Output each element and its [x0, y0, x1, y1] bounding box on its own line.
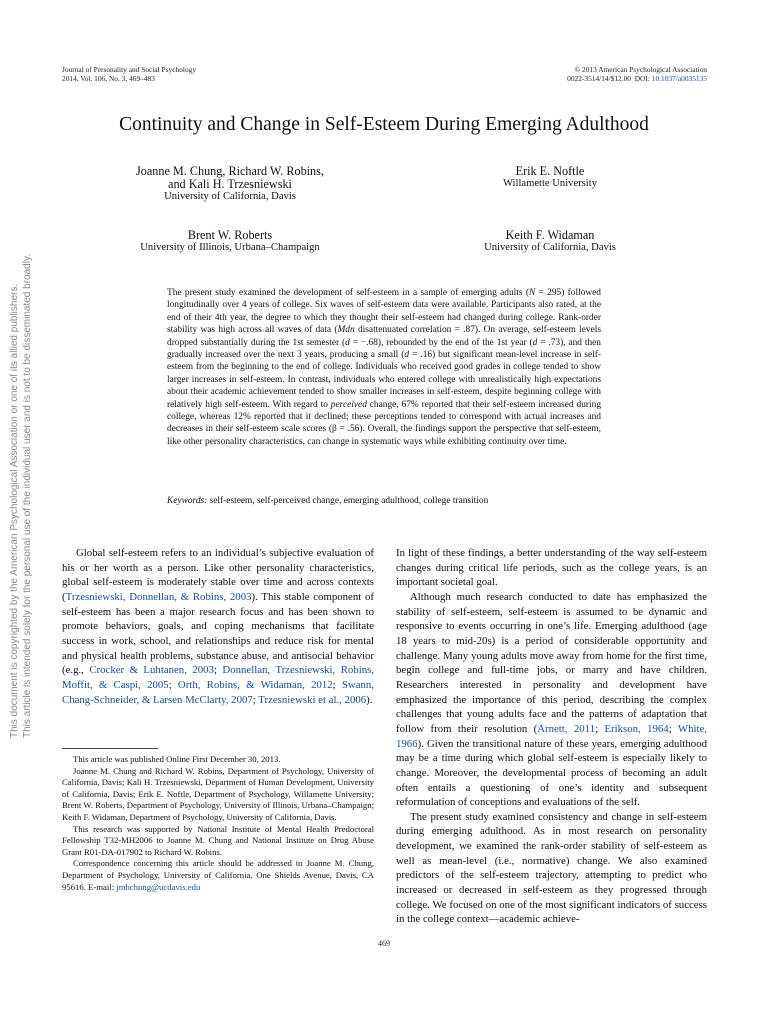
article-title: Continuity and Change in Self-Esteem During Emerging Adulthood — [119, 114, 649, 135]
journal-header-left — [62, 66, 196, 83]
citation-link[interactable]: Trzesniewski et al., 2006 — [258, 693, 367, 706]
footnote-funding: This research was supported by National Institute of Mental Health Predoctoral Fellowship T32-MH2006 to Joanne M. Chung and National Institute on Drug Abuse Grant R01-DA-017902 to Richard W. Robins. — [62, 823, 374, 857]
side-copyright-notice — [8, 254, 34, 738]
body-paragraph: Although much research conducted to date has emphasized the stability of self-esteem, self-esteem is assumed to be dynamic and responsive to events occurring in one’s life. Emerging adulthood (age 18 years to mid-20s) is a period of considerable opportunity and challenge. Many young adults move away from home for the first time, begin college and full-time jobs, or marry and have children. Researchers interested in personality and development have emphasized the importance of this period, describing the complex challenges that young adults face and the patterns of adaptation that follow from their resolution (Arnett, 2011; Erikson, 1964; White, 1966). Given the transitional nature of these years, emerging adulthood may be a time during which global self-esteem is especially likely to change. Moreover, the developmental process of becoming an adult often entails a questioning of one’s identity and subsequent reformulation of conceptions and evaluations of the self. — [396, 590, 707, 809]
author-names-line-1: Joanne M. Chung, Richard W. Robins, — [136, 164, 324, 178]
footnote-rule — [62, 748, 158, 749]
author-group-4 — [460, 229, 640, 255]
author-affiliation: University of California, Davis — [484, 242, 616, 253]
author-group-1 — [96, 165, 364, 204]
citation-link[interactable]: Trzesniewski, Donnellan, & Robins, 2003 — [65, 590, 252, 603]
author-group-3 — [96, 229, 364, 255]
copyright-line: © 2013 American Psychological Association — [574, 65, 707, 74]
doi-link[interactable]: 10.1037/a0035135 — [651, 73, 707, 83]
body-paragraph: In light of these findings, a better understanding of the way self-esteem changes during critical life periods, such as the college years, is an important societal goal. — [396, 547, 707, 589]
keywords — [167, 495, 601, 507]
doi-label: DOI: — [634, 73, 650, 83]
footnotes — [62, 754, 374, 893]
footnote-correspondence: Correspondence concerning this article should be addressed to Joanne M. Chung, Department of Psychology, University of California, One Shields Avenue, Davis, CA 95616. E-mail: jmhchung@ucdavis.edu — [62, 858, 374, 892]
page-number: 469 — [378, 939, 390, 948]
issn: 0022-3514/14/$12.00 — [567, 73, 631, 83]
body-right-column — [396, 546, 707, 927]
citation-link[interactable]: Swann, Chang-Schneider, & Larsen McClarty, 2007 — [62, 678, 374, 706]
author-affiliation: Willamette University — [502, 178, 597, 189]
side-notice-line-1: This document is copyrighted by the American Psychological Association or one of its allied publishers. — [9, 283, 20, 738]
body-left-column — [62, 546, 374, 707]
author-name: Brent W. Roberts — [187, 228, 273, 242]
author-name: Erik E. Noftle — [515, 164, 585, 178]
citation-link[interactable]: Donnellan, Trzesniewski, Robins, Moffit, & Caspi, 2005 — [62, 664, 374, 691]
citation-link[interactable]: White, 1966 — [396, 722, 707, 750]
body-paragraph: The present study examined consistency and change in self-esteem during emerging adulthood. As in most research on personality development, we examined the rank-order stability of self-esteem as well as mean-level (i.e., normative) change. We also examined predictors of the self-esteem trajectory, attempting to predict who increased or decreased in self-esteem as they progressed through college. We focused on one of the most significant indicators of success in the college context—academic achieve- — [396, 810, 707, 926]
author-group-2 — [460, 165, 640, 191]
side-notice-line-2: This article is intended solely for the personal use of the individual user and is not to be disseminated broadly. — [22, 254, 33, 738]
keywords-label: Keywords: — [167, 496, 208, 506]
journal-name: Journal of Personality and Social Psychology — [62, 65, 197, 74]
citation-link[interactable]: Crocker & Luhtanen, 2003 — [89, 664, 214, 677]
abstract-text: The present study examined the development of self-esteem in a sample of emerging adults (N = 295) followed longitudinally over 4 years of college. Six waves of self-esteem data were available. Participants also rated, at the end of their 4th year, the degree to which they thought their self-esteem had changed during college. Rank-order stability was high across all waves of data (Mdn disattenuated correlation = .87). On average, self-esteem levels dropped substantially during the 1st semester (d = −.68), rebounded by the end of the 1st year (d = .73), and then gradually increased over the next 3 years, producing a small (d = .16) but significant mean-level increase in self-esteem from the beginning to the end of college. Individuals who received good grades in college tended to show larger increases in self-esteem. In contrast, individuals who entered college with unrealistically high expectations about their academic achievement tended to show smaller increases in self-esteem, despite beginning college with relatively high self-esteem. With regard to perceived change, 67% reported that their self-esteem increased during college, whereas 12% reported that it declined; these perceptions tended to correspond with actual increases and decreases in their self-esteem scale scores (β = .56). Overall, the findings support the perspective that self-esteem, like other personality characteristics, can change in systematic ways while exhibiting continuity over time. — [167, 288, 602, 447]
issn-doi-line — [567, 75, 707, 84]
email-link[interactable]: jmhchung@ucdavis.edu — [116, 881, 201, 892]
citation-link[interactable]: Orth, Robins, & Widaman, 2012 — [177, 678, 333, 691]
keywords-text: self-esteem, self-perceived change, emerging adulthood, college transition — [207, 496, 489, 506]
footnote-published: This article was published Online First December 30, 2013. — [73, 754, 281, 764]
citation-link[interactable]: Arnett, 2011 — [537, 722, 596, 735]
citation-link[interactable]: Erikson, 1964 — [604, 722, 669, 735]
author-names-line-2: and Kali H. Trzesniewski — [168, 177, 292, 191]
body-paragraph: Global self-esteem refers to an individual’s subjective evaluation of his or her worth as a person. Like other personality characteristics, global self-esteem is moderately stable over time and across contexts (Trzesniewski, Donnellan, & Robins, 2003). This stable component of self-esteem has been a major research focus and has been shown to promote behaviors, goals, and coping mechanisms that facilitate success in work, school, and relationships and reduce risk for mental and physical health problems, substance abuse, and antisocial behavior (e.g., Crocker & Luhtanen, 2003; Donnellan, Trzesniewski, Robins, Moffit, & Caspi, 2005; Orth, Robins, & Widaman, 2012; Swann, Chang-Schneider, & Larsen McClarty, 2007; Trzesniewski et al., 2006). — [62, 547, 374, 706]
abstract — [167, 287, 601, 448]
author-affiliation: University of California, Davis — [164, 191, 296, 202]
author-affiliation: University of Illinois, Urbana–Champaign — [140, 242, 320, 253]
author-name: Keith F. Widaman — [505, 228, 595, 242]
footnote-affiliations: Joanne M. Chung and Richard W. Robins, Department of Psychology, University of California, Davis; Kali H. Trzesniewski, Department of Human Development, University of California, Davis; Erik E. Noftle, Department of Psychology, Willamette University; Brent W. Roberts, Department of Psychology, University of Illinois, Urbana–Champaign; Keith F. Widaman, Department of Psychology, University of California, Davis. — [62, 765, 374, 822]
journal-header-right — [567, 66, 707, 83]
journal-volume: 2014, Vol. 106, No. 3, 469–483 — [62, 73, 155, 83]
